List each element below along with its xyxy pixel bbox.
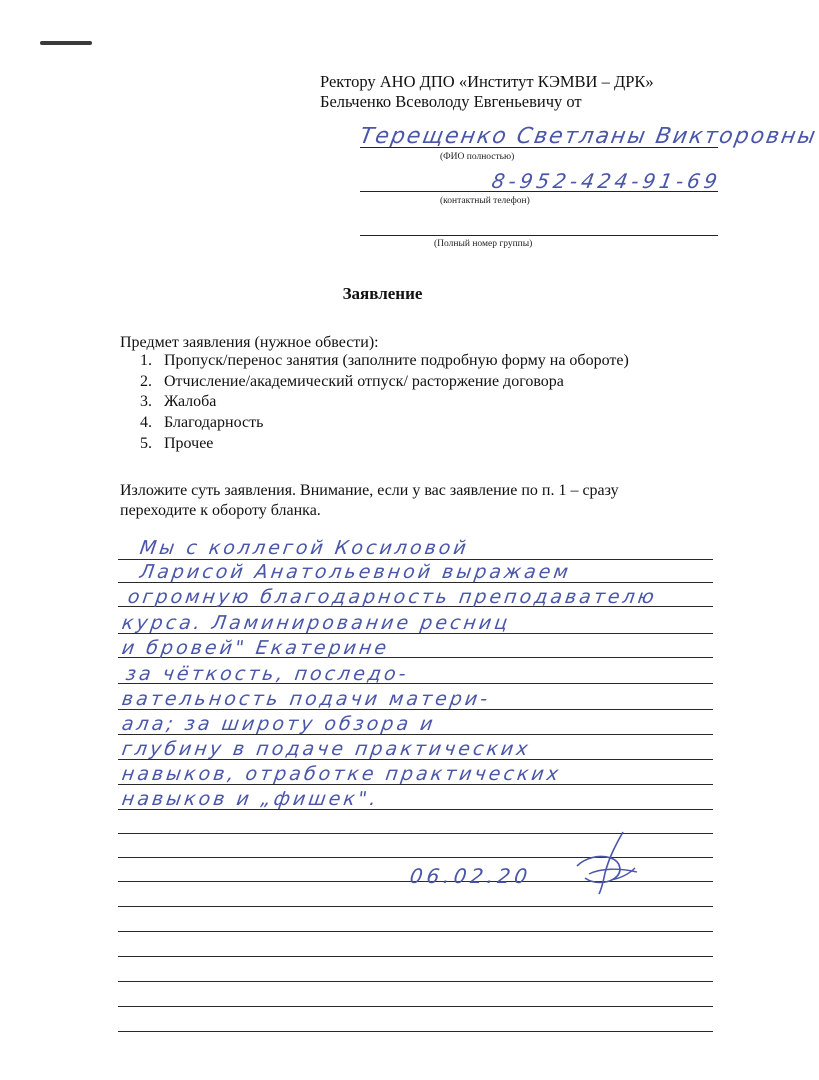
subject-item xyxy=(140,373,564,391)
phone-caption: (контактный телефон) xyxy=(440,196,530,206)
subject-heading: Предмет заявления (нужное обвести): xyxy=(120,334,379,351)
handwritten-line: глубину в подаче практических xyxy=(120,738,533,760)
group-underline xyxy=(360,235,718,236)
ruled-line xyxy=(118,1031,713,1032)
subject-item xyxy=(140,435,213,453)
ruled-line xyxy=(118,559,713,560)
subject-item-number: 3. xyxy=(140,393,152,410)
handwritten-line: ала; за широту обзора и xyxy=(120,713,438,735)
subject-item xyxy=(140,352,629,370)
signature xyxy=(565,828,645,898)
subject-item-text: Прочее xyxy=(164,435,214,452)
ruled-line xyxy=(118,956,713,957)
group-caption: (Полный номер группы) xyxy=(434,239,533,249)
handwritten-line: за чёткость, последо- xyxy=(124,663,411,685)
ruled-line xyxy=(118,906,713,907)
subject-item xyxy=(140,414,263,432)
subject-item-text: Жалоба xyxy=(164,393,217,410)
subject-item-number: 5. xyxy=(140,435,152,452)
subject-item-text: Пропуск/перенос занятия (заполните подробную форму на обороте) xyxy=(164,352,629,369)
instruction-line-2: переходите к обороту бланка. xyxy=(120,502,321,519)
subject-item-text: Благодарность xyxy=(164,414,264,431)
ruled-line xyxy=(118,931,713,932)
name-caption: (ФИО полностью) xyxy=(440,152,515,162)
addressee-line-1: Ректору АНО ДПО «Институт КЭМВИ – ДРК» xyxy=(320,72,654,91)
handwritten-line: Ларисой Анатольевной выражаем xyxy=(138,561,573,583)
handwritten-line: огромную благодарность преподавателю xyxy=(126,586,659,608)
handwritten-line: Мы с коллегой Косиловой xyxy=(138,537,471,559)
name-underline xyxy=(360,147,718,148)
subject-item xyxy=(140,393,216,411)
handwritten-line: вательность подачи матери- xyxy=(120,688,492,710)
subject-item-number: 4. xyxy=(140,414,152,431)
subject-item-number: 2. xyxy=(140,373,152,390)
handwritten-line: навыков, отработке практических xyxy=(120,763,563,785)
handwritten-date: 06.02.20 xyxy=(408,864,533,888)
handwritten-line: курса. Ламинирование ресниц xyxy=(120,612,512,634)
document-title: Заявление xyxy=(342,284,423,303)
subject-item-number: 1. xyxy=(140,352,152,369)
subject-item-text: Отчисление/академический отпуск/ расторжение договора xyxy=(164,373,564,390)
phone-underline xyxy=(360,191,718,192)
handwritten-line: и бровей" Екатерине xyxy=(120,637,391,659)
name-value: Терещенко Светланы Викторовны xyxy=(357,124,819,149)
handwritten-line: навыков и „фишек". xyxy=(120,788,381,810)
addressee-line-2: Бельченко Всеволоду Евгеньевичу от xyxy=(320,92,582,111)
ruled-line xyxy=(118,1006,713,1007)
instruction-line-1: Изложите суть заявления. Внимание, если у вас заявление по п. 1 – сразу xyxy=(120,482,619,499)
corner-mark xyxy=(40,41,92,45)
ruled-line xyxy=(118,981,713,982)
phone-value: 8-952-424-91-69 xyxy=(489,169,723,193)
